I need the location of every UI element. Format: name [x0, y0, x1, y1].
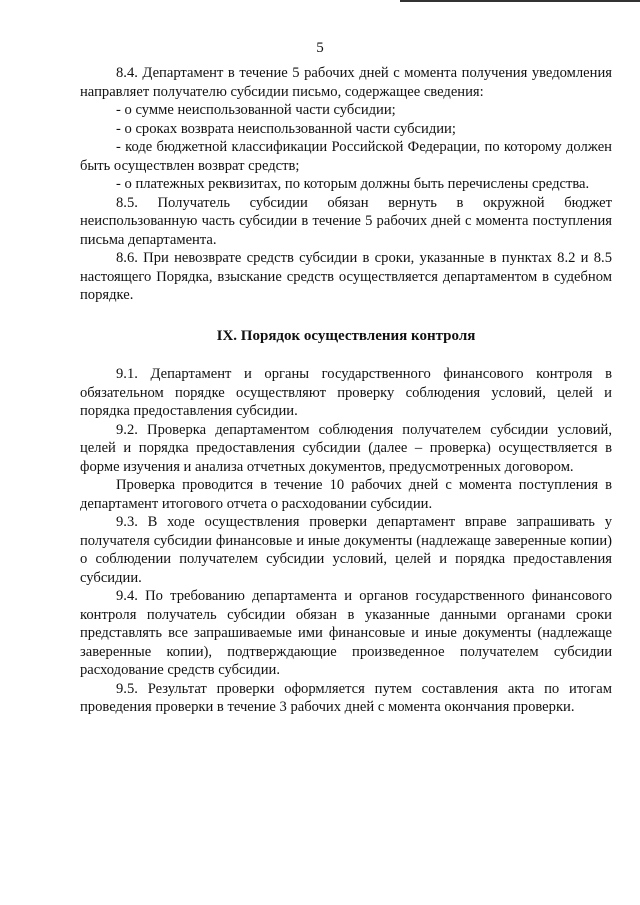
- list-item-return-terms: - о сроках возврата неиспользованной части субсидии;: [116, 120, 456, 137]
- document-body: [80, 64, 612, 717]
- paragraph-9-5: 9.5. Результат проверки оформляется путем составления акта по итогам проведения проверки в течение 3 рабочих дней с момента окончания проверки.: [80, 680, 612, 715]
- top-rule: [400, 0, 640, 2]
- list-item-payment-details: - о платежных реквизитах, по которым должны быть перечислены средства.: [116, 176, 590, 192]
- paragraph-9-4: 9.4. По требованию департамента и органов государственного финансового контроля получатель субсидии обязан в указанные данными органами сроки представлять все запрашиваемые ими финансовые и иные документы (надлежаще заверенные копии), подтверждающие произведенное получателем субсидии расходование средств субсидии.: [80, 588, 612, 678]
- paragraph-8-6: 8.6. При невозврате средств субсидии в сроки, указанные в пунктах 8.2 и 8.5 настоящего Порядка, взыскание средств осуществляется департаментом в судебном порядке.: [80, 250, 612, 303]
- paragraph-8-4: 8.4. Департамент в течение 5 рабочих дней с момента получения уведомления направляет получателю субсидии письмо, содержащее сведения:: [80, 65, 612, 100]
- page-number: 5: [316, 40, 324, 56]
- list-item-unused-amount: - о сумме неиспользованной части субсидии;: [116, 102, 396, 118]
- paragraph-8-5: 8.5. Получатель субсидии обязан вернуть в окружной бюджет неиспользованную часть субсидии в течение 5 рабочих дней с момента поступления письма департамента.: [80, 194, 612, 248]
- section-9: [80, 365, 612, 717]
- paragraph-9-3: 9.3. В ходе осуществления проверки департамент вправе запрашивать у получателя субсидии финансовые и иные документы (надлежаще заверенные копии) о соблюдении получателем субсидии условий, целей и порядка предоставления субсидии.: [80, 514, 612, 586]
- paragraph-9-1: 9.1. Департамент и органы государственного финансового контроля в обязательном порядке осуществляют проверку соблюдения условий, целей и порядка предоставления субсидии.: [80, 366, 612, 419]
- list-item-budget-code: - коде бюджетной классификации Российской Федерации, по которому должен быть осуществлен возврат средств;: [80, 139, 612, 174]
- paragraph-9-2-term: Проверка проводится в течение 10 рабочих дней с момента поступления в департамент итогового отчета о расходовании субсидии.: [80, 477, 612, 512]
- paragraph-9-2: 9.2. Проверка департаментом соблюдения получателем субсидии условий, целей и порядка предоставления субсидии (далее – проверка) осуществляется в форме изучения и анализа отчетных документов, предусмотренных договором.: [80, 421, 612, 475]
- section-8: [80, 64, 612, 305]
- section-9-heading: IX. Порядок осуществления контроля: [216, 327, 476, 344]
